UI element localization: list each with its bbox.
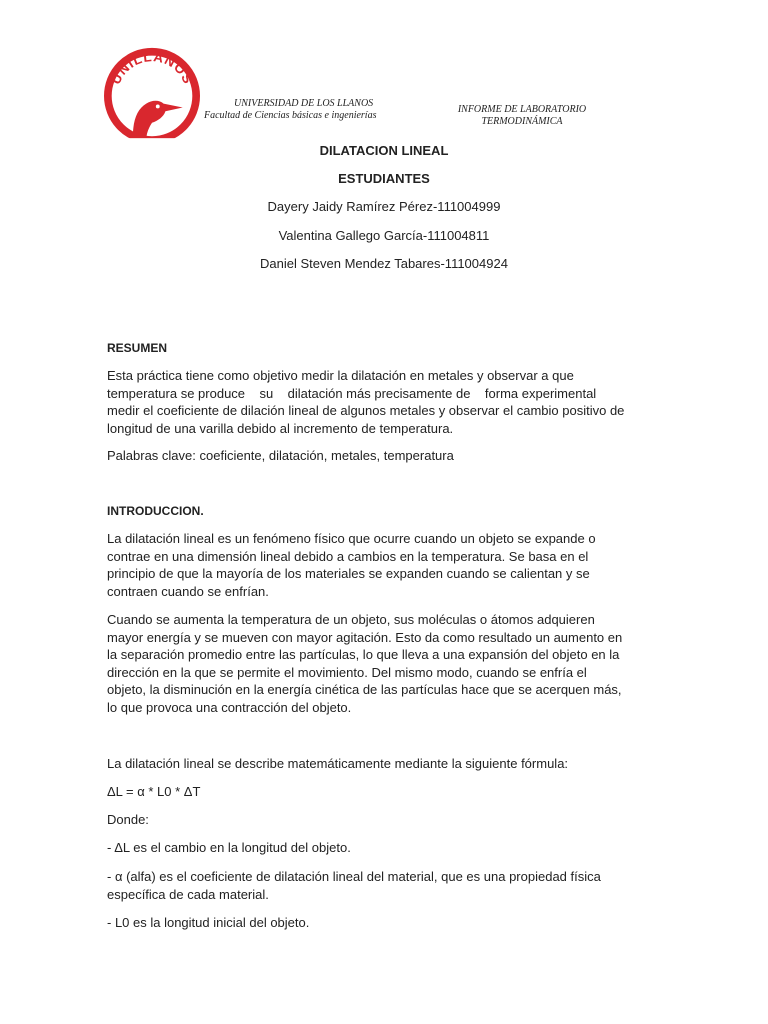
- donde-label: Donde:: [107, 812, 149, 827]
- formula: ΔL = α * L0 * ΔT: [107, 784, 201, 799]
- svg-text:UNILLANOS: [108, 49, 196, 86]
- definition-delta-l: - ΔL es el cambio en la longitud del objeto.: [107, 840, 351, 855]
- intro-paragraph-3: La dilatación lineal se describe matemáticamente mediante la siguiente fórmula:: [107, 756, 569, 771]
- definition-alpha: - α (alfa) es el coeficiente de dilatación lineal del material, que es una propiedad física específica de cada material.: [107, 869, 601, 902]
- resumen-paragraph: Esta práctica tiene como objetivo medir la dilatación en metales y observar a que temperatura se produce su dilatación más precisamente de forma experimental medir el coeficiente de dilación lineal de algunos metales y observar el cambio positivo de longitud de una varilla debido al incremento de temperatura.: [107, 368, 629, 436]
- keywords: Palabras clave: coeficiente, dilatación, metales, temperatura: [107, 448, 454, 463]
- report-info: [440, 104, 604, 128]
- definition-l0: - L0 es la longitud inicial del objeto.: [107, 915, 310, 930]
- report-subject: TERMODINÁMICA: [481, 116, 563, 127]
- report-type: INFORME DE LABORATORIO: [457, 104, 587, 115]
- students-heading: ESTUDIANTES: [338, 171, 430, 186]
- student-1: Dayery Jaidy Ramírez Pérez-111004999: [267, 199, 501, 214]
- faculty-name: Facultad de Ciencias básicas e ingenierías: [204, 110, 377, 121]
- student-2: Valentina Gallego García-111004811: [278, 228, 490, 243]
- logo-text: UNILLANOS: [107, 49, 197, 87]
- student-3: Daniel Steven Mendez Tabares-111004924: [260, 256, 508, 271]
- university-name: UNIVERSIDAD DE LOS LLANOS: [234, 98, 374, 109]
- university-logo-icon: [104, 46, 200, 142]
- introduccion-heading: INTRODUCCION.: [107, 504, 204, 518]
- intro-paragraph-1: La dilatación lineal es un fenómeno físico que ocurre cuando un objeto se expande o contrae en una dimensión lineal debido a cambios en la temperatura. Se basa en el principio de que la mayoría de los materiales se expanden cuando se calientan y se contraen cuando se enfrían.: [107, 531, 596, 599]
- university-info: [204, 98, 376, 122]
- resumen-heading: RESUMEN: [107, 341, 168, 355]
- document-title: DILATACION LINEAL: [319, 143, 449, 158]
- intro-paragraph-2: Cuando se aumenta la temperatura de un objeto, sus moléculas o átomos adquieren mayor energía y se mueven con mayor agitación. Esto da como resultado un aumento en la separación promedio entre las partículas, lo que lleva a una expansión del objeto en la dirección en la que se permite el movimiento. Del mismo modo, cuando se enfría el objeto, la disminución en la energía cinética de las partículas hace que se acerquen más, lo que provoca una contracción del objeto.: [107, 612, 623, 715]
